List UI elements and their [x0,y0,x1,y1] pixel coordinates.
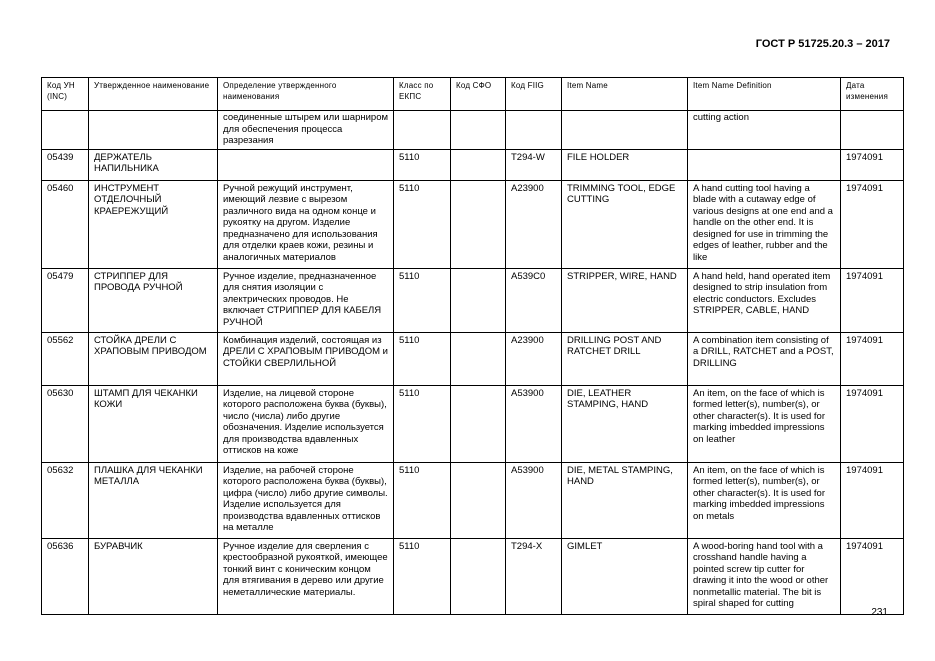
table-cell: T294-W [506,149,562,180]
table-cell: STRIPPER, WIRE, HAND [562,268,688,332]
table-cell: 5110 [394,149,451,180]
table-row [42,111,904,150]
table-body [42,111,904,615]
table-cell: ИНСТРУМЕНТ ОТДЕЛОЧНЫЙ КРАЕРЕЖУЩИЙ [89,180,218,268]
table-cell: A539C0 [506,268,562,332]
column-header-item-name: Item Name [562,78,688,111]
table-cell: Ручное изделие, предназначенное для снятия изоляции с электрических проводов. Не включает СТРИППЕР ДЛЯ КАБЕЛЯ РУЧНОЙ [218,268,394,332]
table-cell: 1974091 [841,462,904,538]
table-cell [218,149,394,180]
table-cell: A53900 [506,462,562,538]
table-cell: Ручной режущий инструмент, имеющий лезвие с вырезом различного вида на одном конце и рукоятку на другом. Изделие предназначено для использования для отделки краев кожи, резины и аналогичных материалов [218,180,394,268]
table-cell [394,111,451,150]
table-cell: 5110 [394,538,451,614]
table-cell: соединенные штырем или шарниром для обеспечения процесса разрезания [218,111,394,150]
table-row [42,149,904,180]
table-cell: СТОЙКА ДРЕЛИ С ХРАПОВЫМ ПРИВОДОМ [89,332,218,385]
table-cell: 5110 [394,180,451,268]
table-cell: ДЕРЖАТЕЛЬ НАПИЛЬНИКА [89,149,218,180]
page-number: 231 [871,607,888,618]
table-cell: ШТАМП ДЛЯ ЧЕКАНКИ КОЖИ [89,385,218,462]
table-cell: An item, on the face of which is formed letter(s), number(s), or other character(s). It is used for marking imbedded impressions on leather [688,385,841,462]
table-row [42,180,904,268]
table-cell: 05460 [42,180,89,268]
table-cell [451,385,506,462]
table-cell [451,462,506,538]
document-code: ГОСТ Р 51725.20.3 – 2017 [755,38,890,50]
table-cell: A hand cutting tool having a blade with a cutaway edge of various designs at one end and a handle on the other end. It is designed for use in trimming the edges of leather, rubber and the like [688,180,841,268]
table-cell: DIE, LEATHER STAMPING, HAND [562,385,688,462]
table-cell: 05636 [42,538,89,614]
column-header-item-definition: Item Name Definition [688,78,841,111]
table-cell: ПЛАШКА ДЛЯ ЧЕКАНКИ МЕТАЛЛА [89,462,218,538]
table-header-row [42,78,904,111]
table-cell [688,149,841,180]
table-row [42,332,904,385]
table-cell: Комбинация изделий, состоящая из ДРЕЛИ С ХРАПОВЫМ ПРИВОДОМ и СТОЙКИ СВЕРЛИЛЬНОЙ [218,332,394,385]
table-row [42,462,904,538]
table-cell [841,111,904,150]
table-cell: An item, on the face of which is formed letter(s), number(s), or other character(s). It is used for marking imbedded impressions on metals [688,462,841,538]
table-cell [451,149,506,180]
table-cell: 05632 [42,462,89,538]
table-cell: 05479 [42,268,89,332]
table-cell: TRIMMING TOOL, EDGE CUTTING [562,180,688,268]
column-header-sfo-code: Код СФО [451,78,506,111]
table-cell: DRILLING POST AND RATCHET DRILL [562,332,688,385]
table-row [42,385,904,462]
table-cell: 1974091 [841,180,904,268]
table-cell: 5110 [394,462,451,538]
table-cell: 5110 [394,385,451,462]
column-header-definition: Определение утвержденного наименования [218,78,394,111]
table-cell: 1974091 [841,268,904,332]
table-cell: cutting action [688,111,841,150]
table-cell: 5110 [394,332,451,385]
table-cell [451,268,506,332]
table-cell [562,111,688,150]
table-cell: GIMLET [562,538,688,614]
table-cell: FILE HOLDER [562,149,688,180]
table-cell: A23900 [506,332,562,385]
table-cell: БУРАВЧИК [89,538,218,614]
table-cell: A combination item consisting of a DRILL, RATCHET and a POST, DRILLING [688,332,841,385]
table-row [42,268,904,332]
table-cell [451,111,506,150]
table-cell: DIE, METAL STAMPING, HAND [562,462,688,538]
table-cell: 5110 [394,268,451,332]
table-cell [89,111,218,150]
column-header-fiig-code: Код FIIG [506,78,562,111]
table-cell: A53900 [506,385,562,462]
table-cell [506,111,562,150]
column-header-inc: Код УН (INC) [42,78,89,111]
table-cell: A wood-boring hand tool with a crosshand handle having a pointed screw tip cutter for drawing it into the wood or other nonmetallic material. The bit is spiral shaped for cutting [688,538,841,614]
table-cell [451,332,506,385]
table-cell: Ручное изделие для сверления с крестообразной рукояткой, имеющее тонкий винт с коническим концом для втягивания в дерево или другие неметаллические материалы. [218,538,394,614]
table-cell: A23900 [506,180,562,268]
column-header-ekps-class: Класс по ЕКПС [394,78,451,111]
table-row [42,538,904,614]
column-header-change-date: Дата изменения [841,78,904,111]
table-cell: Изделие, на рабочей стороне которого расположена буква (буквы), цифра (число) либо другие символы. Изделие используется для производства вдавленных оттисков на металле [218,462,394,538]
table-cell: 1974091 [841,332,904,385]
column-header-approved-name: Утвержденное наименование [89,78,218,111]
table-cell: A hand held, hand operated item designed to strip insulation from electric conductors. Excludes STRIPPER, CABLE, HAND [688,268,841,332]
table-cell [451,538,506,614]
table-cell: 05630 [42,385,89,462]
table-cell: T294-X [506,538,562,614]
table-cell [451,180,506,268]
table-cell: СТРИППЕР ДЛЯ ПРОВОДА РУЧНОЙ [89,268,218,332]
table-cell: 05562 [42,332,89,385]
table-cell: Изделие, на лицевой стороне которого расположена буква (буквы), число (числа) либо другие обозначения. Изделие используется для производства вдавленных оттисков на коже [218,385,394,462]
table-cell: 05439 [42,149,89,180]
items-table [41,77,904,615]
table-cell [42,111,89,150]
table-cell: 1974091 [841,149,904,180]
table-cell: 1974091 [841,385,904,462]
table-cell: 1974091 [841,538,904,614]
